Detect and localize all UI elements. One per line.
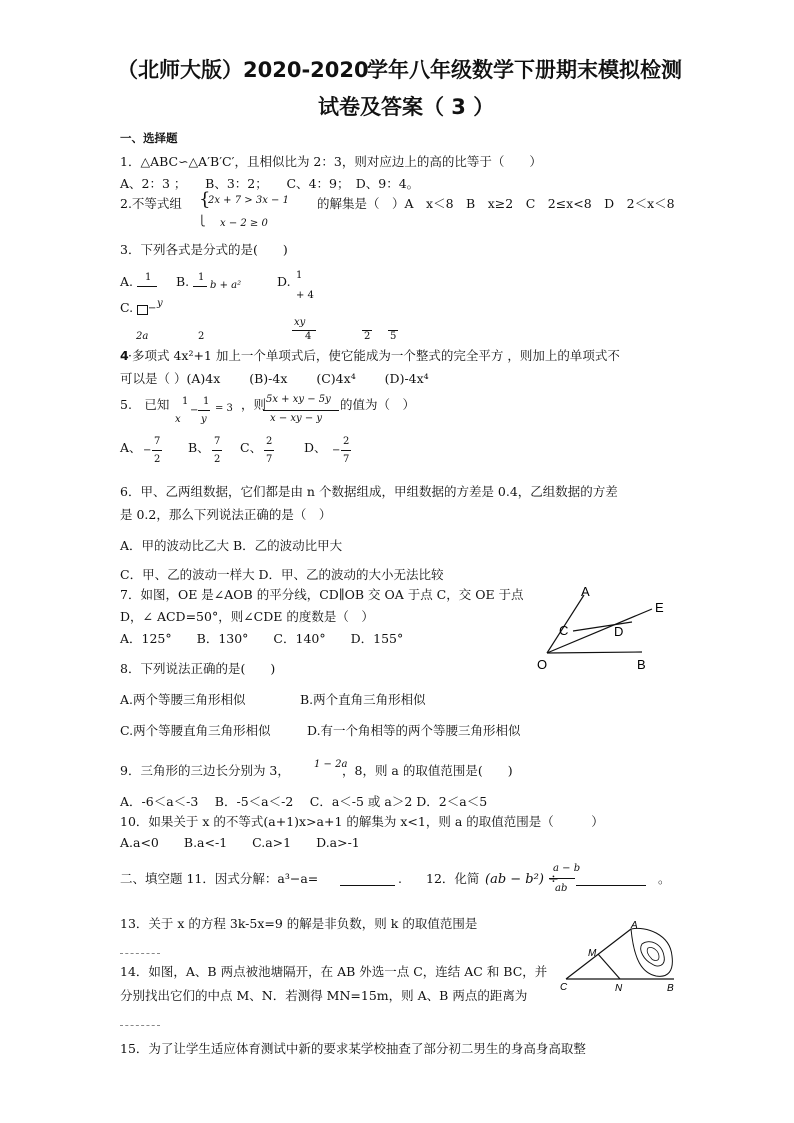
q1-options: A、2：3 ； B、3：2； C、4：9； D、9：4。 xyxy=(120,176,420,191)
q5-opt-d: D、 xyxy=(304,440,327,455)
q3-a-fraction-bar xyxy=(137,286,157,287)
title-line1-part2: 学年八年级数学下册期末模拟检测 xyxy=(367,58,682,82)
q7-label-o: O xyxy=(537,657,548,672)
q7-label-c: C xyxy=(559,623,569,638)
q9-stem-a: 9．三角形的三边长分别为 3， xyxy=(120,763,290,778)
q12-frac-den: ab xyxy=(555,883,568,894)
q5-c-num: 2 xyxy=(266,436,273,447)
q6-line2: 是 0.2，那么下列说法正确的是（ ） xyxy=(120,507,332,522)
q5-stem-b: ，则 xyxy=(241,397,267,412)
q8-opt-d: D.有一个角相等的两个等腰三角形相似 xyxy=(307,723,521,738)
q3-d-top: 1 xyxy=(296,270,303,281)
q5-a-bar xyxy=(152,450,162,451)
q2-stem-b: 的解集是（ ）A x＜8 B x≥2 C 2≤x<8 D 2＜x＜8 xyxy=(317,196,675,211)
q5-f1-den: x xyxy=(175,414,181,425)
q5-stem-a: 5. 已知 xyxy=(120,397,170,412)
title-line1-part1: （北师大版）2020-2020 xyxy=(117,58,369,82)
q15-line1: 15．为了让学生适应体育测试中新的要求某学校抽查了部分初二男生的身高身高取整 xyxy=(120,1041,586,1056)
q7-line3: A．125° B．130° C．140° D．155° xyxy=(120,631,404,646)
q13-answer-blank[interactable] xyxy=(120,953,160,954)
q5-d-num: 2 xyxy=(343,436,350,447)
q7-line2: D，∠ ACD=50°，则∠CDE 的度数是（ ） xyxy=(120,609,374,624)
q8-opt-b: B.两个直角三角形相似 xyxy=(300,692,426,707)
q5-a-num: 7 xyxy=(154,436,161,447)
q12-end: 。 xyxy=(658,871,671,886)
q10-stem: 10．如果关于 x 的不等式(a+1)x>a+1 的解集为 x<1，则 a 的取值范围是（ ） xyxy=(120,814,604,829)
q2-ineq2: x − 2 ≥ 0 xyxy=(220,218,268,229)
q3-b-den: 2 xyxy=(198,331,205,342)
q8-opt-a: A.两个等腰三角形相似 xyxy=(120,692,246,707)
q3-b-num: 1 xyxy=(198,272,205,283)
q9-stem-b: ，8，则 a 的取值范围是( ) xyxy=(342,763,513,778)
q7-label-e: E xyxy=(655,600,664,615)
q12-frac-bar xyxy=(549,878,575,879)
q3-d-xy: xy xyxy=(294,317,306,328)
q11-dot: . xyxy=(398,871,402,886)
q4-line2: 可以是（ ）(A)4x (B)-4x (C)4x⁴ (D)-4x⁴ xyxy=(120,371,429,386)
q14-answer-blank[interactable] xyxy=(120,1025,160,1026)
q14-line2: 分别找出它们的中点 M、N．若测得 MN=15m，则 A、B 两点的距离为 xyxy=(120,988,528,1003)
q3-a-num: 1 xyxy=(145,272,152,283)
q14-label-b: B xyxy=(667,983,674,994)
q12-frac-num: a − b xyxy=(553,863,581,874)
section-heading-choice: 一、选择题 xyxy=(120,131,178,145)
q3-c-box xyxy=(137,305,148,315)
q5-big-den: x − xy − y xyxy=(270,413,323,424)
q3-c-label: C. xyxy=(120,300,134,315)
q2-ineq1: 2x + 7 > 3x − 1 xyxy=(208,195,289,206)
q12-stem: 12．化简 xyxy=(426,871,480,886)
q5-d-neg: − xyxy=(332,445,341,456)
q2-stem-a: 2.不等式组 xyxy=(120,196,182,211)
q7-figure xyxy=(530,582,680,672)
q3-c-dash: − xyxy=(148,303,157,314)
q3-a-label: A. xyxy=(120,274,134,289)
q5-big-bar xyxy=(263,410,339,411)
q2-brace: { xyxy=(199,189,211,210)
q5-stem-c: 的值为（ ） xyxy=(340,397,416,412)
q14-pond-core xyxy=(647,948,659,961)
q3-d-label: D. xyxy=(277,274,291,289)
q7-label-d: D xyxy=(614,624,624,639)
q5-a-neg: − xyxy=(143,445,152,456)
q3-c-tail: y xyxy=(157,298,163,309)
q3-d-fraction-bar xyxy=(292,330,316,331)
q5-f1-num: 1 xyxy=(182,396,189,407)
q6-line1: 6．甲、乙两组数据，它们都是由 n 个数据组成，甲组数据的方差是 0.4，乙组数据的方差 xyxy=(120,484,618,499)
q5-opt-b: B、 xyxy=(188,440,210,455)
q14-figure xyxy=(556,916,686,996)
q3-b-label: B. xyxy=(176,274,190,289)
q13-stem: 13．关于 x 的方程 3k-5x=9 的解是非负数，则 k 的取值范围是 xyxy=(120,916,478,931)
q14-pond-outline xyxy=(631,928,672,976)
q7-label-a: A xyxy=(581,584,590,599)
q6-line4: C．甲、乙的波动一样大 D．甲、乙的波动的大小无法比较 xyxy=(120,567,444,582)
q7-label-b: B xyxy=(637,657,646,672)
q5-d-den: 7 xyxy=(343,454,350,465)
q5-eq: = 3 xyxy=(215,403,233,414)
q5-minus: − xyxy=(190,405,199,416)
q5-c-bar xyxy=(264,450,274,451)
q14-label-c: C xyxy=(560,982,568,993)
q3-b-fraction-bar xyxy=(193,286,207,287)
q5-a-den: 2 xyxy=(154,454,161,465)
q4-line1: ·多项式 4x²+1 加上一个单项式后，使它能成为一个整式的完全平方 ，则加上的单项式不 xyxy=(128,348,620,363)
title-line2: 试卷及答案（ 3 ） xyxy=(318,95,495,119)
q10-options: A.a<0 B.a<-1 C.a>1 D.a>-1 xyxy=(120,835,360,850)
q3-b-tail: b + a² xyxy=(210,280,242,291)
q5-b-den: 2 xyxy=(214,454,221,465)
q12-expr: (ab − b²) ÷ xyxy=(485,872,559,887)
q14-label-a: A xyxy=(631,920,638,931)
q2-brace-bottom: ⎩ xyxy=(198,216,206,227)
q5-b-bar xyxy=(212,450,222,451)
q8-opt-c: C.两个等腰直角三角形相似 xyxy=(120,723,271,738)
q4-number: 4 xyxy=(120,348,129,363)
q14-label-n: N xyxy=(615,983,623,994)
q5-f2-bar xyxy=(198,410,210,411)
q3-d-four: 4 xyxy=(305,331,312,342)
q3-d-plus4: + 4 xyxy=(296,290,314,301)
q8-stem: 8．下列说法正确的是( ) xyxy=(120,661,276,676)
q7-ray-ob xyxy=(547,652,642,653)
q12-answer-blank[interactable] xyxy=(576,885,646,886)
q5-d-bar xyxy=(341,450,351,451)
q3-a-den: 2a xyxy=(136,331,149,342)
q5-f2-den: y xyxy=(201,414,207,425)
q14-line1: 14．如图，A、B 两点被池塘隔开，在 AB 外选一点 C，连结 AC 和 BC，并 xyxy=(120,964,548,979)
q9-options: A．-6＜a＜-3 B．-5＜a＜-2 C．a＜-5 或 a＞2 D．2＜a＜5 xyxy=(120,794,488,809)
q5-f2-num: 1 xyxy=(203,396,210,407)
q14-segment-mn xyxy=(598,954,620,979)
q5-c-den: 7 xyxy=(266,454,273,465)
q5-big-num: 5x + xy − 5y xyxy=(266,394,331,405)
q1-stem: 1．△ABC∽△A′B′C′，且相似比为 2：3，则对应边上的高的比等于（ ） xyxy=(120,154,542,169)
q5-b-num: 7 xyxy=(214,436,221,447)
q11-answer-blank[interactable] xyxy=(340,885,395,886)
q7-line1: 7．如图，OE 是∠AOB 的平分线，CD∥OB 交 OA 于点 C，交 OE 于点 xyxy=(120,587,524,602)
q11-stem: 二、填空题 11．因式分解：a³−a= xyxy=(120,871,319,886)
q3-den-5: 5 xyxy=(390,331,397,342)
q3-den-2: 2 xyxy=(364,331,371,342)
q6-line3: A．甲的波动比乙大 B．乙的波动比甲大 xyxy=(120,538,343,553)
q3-stem: 3．下列各式是分式的是( ) xyxy=(120,242,288,257)
q5-opt-c: C、 xyxy=(240,440,263,455)
q14-pond-inner xyxy=(641,942,665,966)
q9-expr: 1 − 2a xyxy=(314,759,348,770)
q14-label-m: M xyxy=(588,948,597,959)
q5-opt-a: A、 xyxy=(120,440,142,455)
